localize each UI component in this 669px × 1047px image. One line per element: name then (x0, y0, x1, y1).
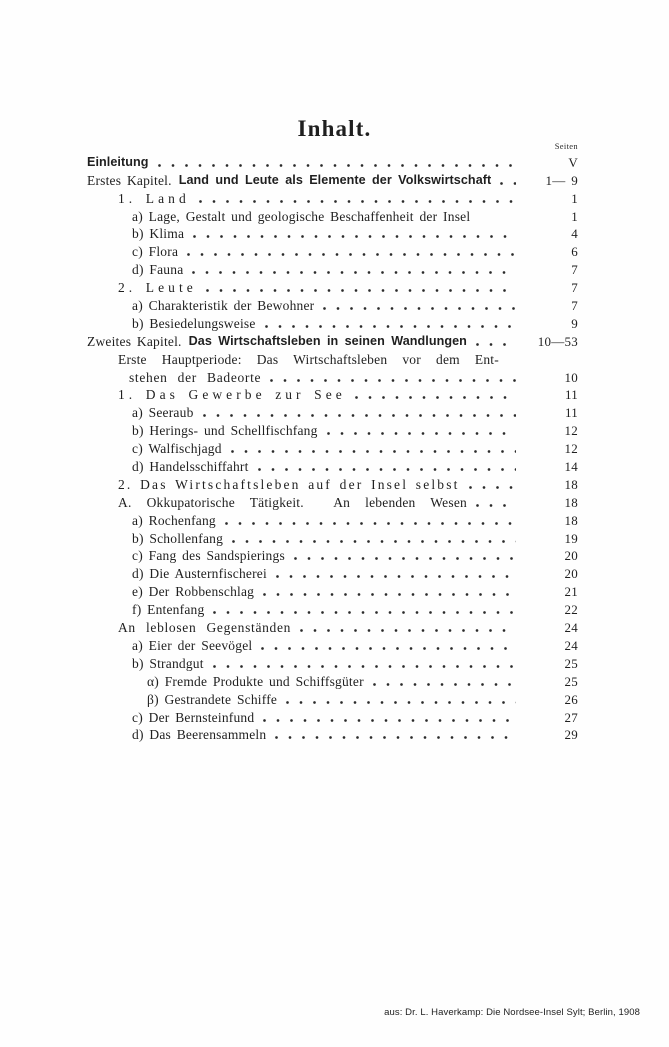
toc-page-number: 18 (564, 512, 578, 528)
dot-leader (325, 420, 518, 438)
toc-entry-text: stehen der Badeorte (129, 369, 262, 385)
toc-entry (87, 599, 578, 617)
toc-page-number: 6 (571, 244, 578, 260)
toc-entry (87, 456, 578, 474)
toc-entry-bold-title: Das Wirtschaftsleben in seinen Wandlungen (188, 333, 467, 348)
toc-entry-text: Zweites Kapitel. (87, 333, 182, 349)
toc-page-number: 7 (571, 262, 578, 278)
toc-entry-text: c) Fang des Sandspierings (132, 548, 285, 564)
toc-entry-text: a) Lage, Gestalt und geologische Beschaffenheit der Insel (132, 208, 471, 224)
toc-page-number: 7 (571, 298, 578, 314)
toc-entry-text: c) Walfischjagd (132, 441, 222, 457)
toc-entry (87, 420, 578, 438)
toc-entry (87, 707, 578, 725)
toc-entry (87, 313, 578, 331)
toc-page-number: 9 (571, 315, 578, 331)
toc-entry (87, 492, 578, 510)
toc-entry (87, 277, 578, 295)
toc-entry-bold-title: Land und Leute als Elemente der Volkswirtschaft (178, 172, 492, 187)
toc-entry (87, 367, 578, 385)
toc-entry (87, 563, 578, 581)
toc-entry-text: b) Herings- und Schellfischfang (132, 423, 318, 439)
toc-page-number: 7 (571, 280, 578, 296)
toc-page-number: 10 (564, 369, 578, 385)
toc-entry-text: Erste Hauptperiode: Das Wirtschaftsleben vor dem Ent- (118, 351, 499, 367)
toc-list (87, 152, 578, 742)
toc-entry (87, 689, 578, 707)
toc-entry (87, 510, 578, 528)
dot-leader (353, 385, 518, 403)
toc-entry-text: e) Der Robbenschlag (132, 584, 255, 600)
toc-entry-text: 1. Land (118, 190, 190, 206)
dot-leader (256, 456, 518, 474)
toc-entry-text: b) Strandgut (132, 655, 204, 671)
toc-page-number: 1 (571, 190, 578, 206)
toc-entry (87, 206, 578, 224)
toc-entry-text: b) Schollenfang (132, 530, 224, 546)
toc-entry-bold-title: Einleitung (87, 154, 149, 169)
dot-leader (261, 707, 518, 725)
dot-leader (230, 528, 518, 546)
toc-entry (87, 152, 578, 170)
toc-page-number: 12 (564, 441, 578, 457)
toc-entry-text: An leblosen Gegenständen (118, 620, 292, 636)
dot-leader (298, 617, 518, 635)
toc-entry-text: c) Der Bernsteinfund (132, 709, 255, 725)
dot-leader (274, 563, 518, 581)
dot-leader (268, 367, 518, 385)
toc-page-number: 21 (564, 584, 578, 600)
toc-page-number: 10—53 (537, 333, 578, 349)
toc-entry-text: d) Das Beerensammeln (132, 727, 267, 743)
dot-leader (156, 152, 519, 170)
toc-entry-text: β) Gestrandete Schiffe (147, 691, 278, 707)
toc-entry (87, 725, 578, 743)
toc-page-number: 27 (564, 709, 578, 725)
toc-entry (87, 259, 578, 277)
toc-entry-text: f) Entenfang (132, 602, 205, 618)
dot-leader (190, 259, 518, 277)
page-number-column-header: Seiten (554, 141, 578, 151)
toc-entry-text: Erstes Kapitel. (87, 172, 172, 188)
toc-page-number: 25 (564, 655, 578, 671)
toc-entry-text: a) Seeraub (132, 405, 194, 421)
dot-leader (204, 277, 518, 295)
dot-leader (474, 492, 518, 510)
dot-leader (321, 295, 518, 313)
toc-page-number: 29 (564, 727, 578, 743)
toc-entry-text: a) Eier der Seevögel (132, 637, 253, 653)
dot-leader (273, 725, 518, 743)
toc-page-number: 26 (564, 691, 578, 707)
dot-leader (498, 170, 518, 188)
toc-entry-text: c) Flora (132, 244, 179, 260)
dot-leader (467, 474, 518, 492)
dot-leader (259, 635, 518, 653)
toc-entry (87, 188, 578, 206)
toc-page-number: 1— 9 (545, 172, 578, 188)
toc-page-number: 12 (564, 423, 578, 439)
toc-entry-text: a) Rochenfang (132, 512, 216, 528)
toc-page-number: 18 (564, 476, 578, 492)
toc-entry (87, 546, 578, 564)
dot-leader (284, 689, 518, 707)
toc-entry (87, 224, 578, 242)
toc-entry (87, 331, 578, 349)
toc-entry-text: b) Klima (132, 226, 185, 242)
toc-entry (87, 635, 578, 653)
toc-entry (87, 241, 578, 259)
dot-leader (261, 581, 518, 599)
toc-entry (87, 438, 578, 456)
toc-page-number: 18 (564, 494, 578, 510)
dot-leader (201, 402, 518, 420)
toc-entry (87, 295, 578, 313)
toc-entry-text: A. Okkupatorische Tätigkeit. An lebenden Wesen (118, 494, 467, 510)
toc-page-number: 11 (564, 405, 578, 421)
toc-entry-text: 2. Leute (118, 280, 197, 296)
toc-page-number: 19 (564, 530, 578, 546)
toc-entry-text: a) Charakteristik der Bewohner (132, 298, 315, 314)
dot-leader (371, 671, 518, 689)
dot-leader (191, 224, 518, 242)
toc-page-number: 20 (564, 566, 578, 582)
toc-page-number: 25 (564, 673, 578, 689)
toc-entry (87, 617, 578, 635)
toc-page-number: 11 (564, 387, 578, 403)
dot-leader (211, 599, 518, 617)
toc-entry-text: d) Fauna (132, 262, 184, 278)
toc-entry-text: 1. Das Gewerbe zur See (118, 387, 346, 403)
toc-page-number: 22 (564, 602, 578, 618)
toc-page-number: 4 (571, 226, 578, 242)
toc-entry (87, 385, 578, 403)
dot-leader (263, 313, 518, 331)
toc-entry (87, 349, 578, 367)
toc-page-number: 14 (564, 459, 578, 475)
dot-leader (292, 546, 518, 564)
dot-leader (474, 331, 518, 349)
leader-spacer (506, 349, 518, 367)
toc-entry (87, 474, 578, 492)
source-caption: aus: Dr. L. Haverkamp: Die Nordsee-Insel Sylt; Berlin, 1908 (384, 1007, 640, 1018)
dot-leader (223, 510, 518, 528)
page-title: Inhalt. (297, 116, 372, 141)
toc-entry (87, 170, 578, 188)
toc-entry (87, 671, 578, 689)
dot-leader (229, 438, 518, 456)
toc-entry-text: α) Fremde Produkte und Schiffsgüter (147, 673, 364, 689)
toc-page-number: V (568, 154, 578, 170)
toc-page-number: 1 (571, 208, 578, 224)
toc-entry-text: d) Die Austernfischerei (132, 566, 267, 582)
toc-entry (87, 653, 578, 671)
toc-page-number: 24 (564, 620, 578, 636)
toc-entry-text: 2. Das Wirtschaftsleben auf der Insel selbst (118, 476, 460, 492)
toc-entry (87, 581, 578, 599)
dot-leader (185, 241, 518, 259)
toc-entry-text: d) Handelsschiffahrt (132, 459, 249, 475)
toc-entry-text: b) Besiedelungsweise (132, 315, 256, 331)
toc-entry (87, 528, 578, 546)
dot-leader (211, 653, 518, 671)
leader-spacer (477, 206, 518, 224)
toc-entry (87, 402, 578, 420)
dot-leader (197, 188, 518, 206)
toc-page-number: 24 (564, 637, 578, 653)
toc-page-number: 20 (564, 548, 578, 564)
